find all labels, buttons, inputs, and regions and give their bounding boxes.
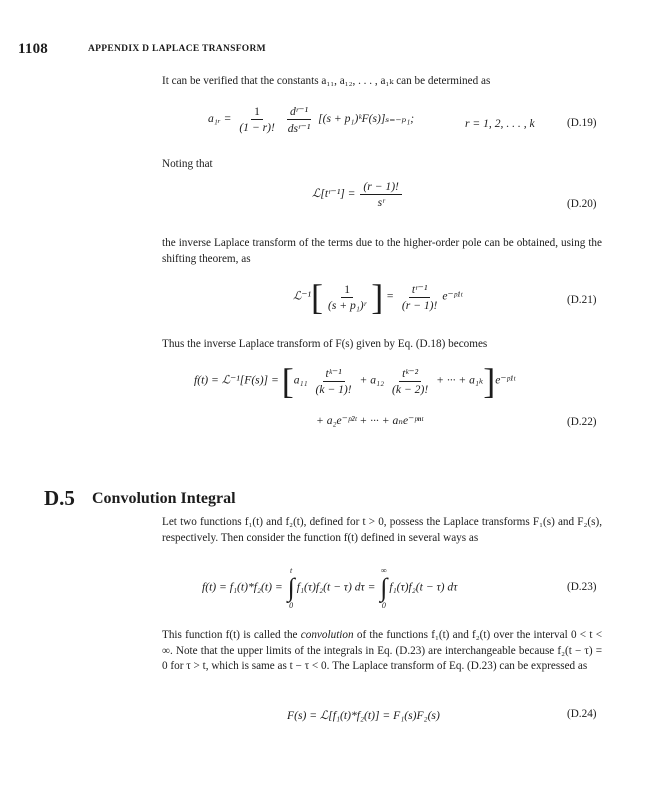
eq-number-d23: (D.23) — [567, 581, 597, 593]
eq-d23-lhs: f(t) = f₁(t)*f₂(t) = — [202, 580, 283, 594]
section-number: D.5 — [44, 486, 75, 510]
eq-d21-fraction: $\frac{\text{tʳ⁻¹}}{(r - 1)!}$ — [401, 283, 438, 312]
left-bracket: [ — [310, 277, 323, 317]
paragraph-thus: Thus the inverse Laplace transform of F(s) given by Eq. (D.18) becomes — [162, 338, 488, 350]
section-title: Convolution Integral — [92, 490, 236, 507]
eq-d19-range: r = 1, 2, . . . , k — [465, 117, 535, 130]
equation-d19 — [208, 104, 414, 135]
paragraph-constants: It can be verified that the constants a₁₁, a₁₂, . . . , a₁ₖ can be determined as — [162, 75, 491, 87]
emphasis-convolution: convolution — [300, 629, 354, 641]
integral-sign: ∞ ∫ 0 — [380, 566, 388, 610]
paragraph-convolution-def: Let two functions f₁(t) and f₂(t), defined for t > 0, possess the Laplace transforms F₁(s) and F₂(s), respectively. Then consider the function f(t) defined in several ways as — [162, 516, 602, 544]
equation-d21 — [293, 277, 463, 317]
eq-d21-inner-fraction: $\frac{1}{\text{(s + p₁)ʳ}}$ — [327, 282, 367, 312]
eq-d23-integrand-2: f₁(τ)f₂(t − τ) dτ — [389, 580, 458, 594]
eq-number-d21: (D.21) — [567, 294, 597, 306]
right-bracket: ] — [483, 361, 496, 401]
paragraph-convolution-note: This function f(t) is called the convolution of the functions f₁(t) and f₂(t) over the interval 0 < t < ∞. Note that the upper limits of the integrals in Eq. (D.23) are interchangeable because f₂(t − τ) = 0 for τ > t, which is same as t − τ < 0. The Laplace transform of Eq. (D.23) can be expressed as — [162, 629, 603, 672]
eq-number-d19: (D.19) — [567, 117, 597, 129]
right-bracket: ] — [371, 277, 384, 317]
running-title: APPENDIX D LAPLACE TRANSFORM — [88, 44, 266, 54]
eq-number-d22: (D.22) — [567, 416, 597, 428]
eq-d21-exponential: e⁻ᵖ¹ᵗ — [442, 289, 463, 303]
eq-d19-derivative: $\frac{\text{dʳ⁻¹}}{\text{dsʳ⁻¹}}$ — [287, 105, 311, 135]
eq-d22-term-2: $\frac{\text{tᵏ⁻²}}{(k - 2)!}$ — [392, 367, 429, 396]
eq-d19-rhs: [(s + p₁)ᵏF(s)]ₛ₌₋ₚ₁; — [318, 112, 415, 126]
eq-d20-lhs: ℒ[tʳ⁻¹] = — [312, 187, 356, 201]
equation-d23 — [202, 566, 457, 610]
page-number: 1108 — [18, 41, 48, 57]
eq-d21-operator: ℒ⁻¹ — [293, 289, 311, 303]
equation-d22: f(t) = ℒ⁻¹[F(s)] = [a₁₁ $\frac{\text{tᵏ⁻¹}}{(k - 1)!}$ + a₁₂ $\frac{\text{tᵏ⁻²}}{(k - 2)!}$ + ··· + a₁ₖ]e⁻ᵖ¹ᵗ — [194, 361, 516, 401]
eq-d21-equals: = — [386, 289, 394, 303]
eq-d19-fraction-1: $\frac{1}{(1 - r)!}$ — [239, 105, 275, 134]
eq-d23-integrand-1: f₁(τ)f₂(t − τ) dτ = — [296, 580, 376, 594]
eq-d22-exponential: e⁻ᵖ¹ᵗ — [495, 373, 516, 387]
paragraph-inverse-laplace: the inverse Laplace transform of the terms due to the higher-order pole can be obtained, using the shifting theorem, as — [162, 237, 602, 265]
eq-number-d24: (D.24) — [567, 708, 597, 720]
eq-number-d20: (D.20) — [567, 198, 597, 210]
equation-d20 — [312, 180, 404, 209]
integral-sign: t ∫ 0 — [287, 566, 295, 610]
eq-d22-line-2: + a₂e⁻ᵖ²ᵗ + ··· + aₙe⁻ᵖⁿᵗ — [316, 414, 424, 427]
paragraph-noting: Noting that — [162, 158, 213, 170]
equation-d24: F(s) = ℒ[f₁(t)*f₂(t)] = F₁(s)F₂(s) — [287, 709, 440, 722]
eq-d19-lhs: a₁ᵣ = — [208, 112, 232, 126]
eq-d22-lhs: f(t) = ℒ⁻¹[F(s)] = — [194, 373, 279, 387]
eq-d22-term-1: $\frac{\text{tᵏ⁻¹}}{(k - 1)!}$ — [315, 367, 352, 396]
left-bracket: [ — [281, 361, 294, 401]
eq-d20-fraction: $\frac{(r - 1)!}{\text{sʳ}}$ — [360, 180, 402, 209]
